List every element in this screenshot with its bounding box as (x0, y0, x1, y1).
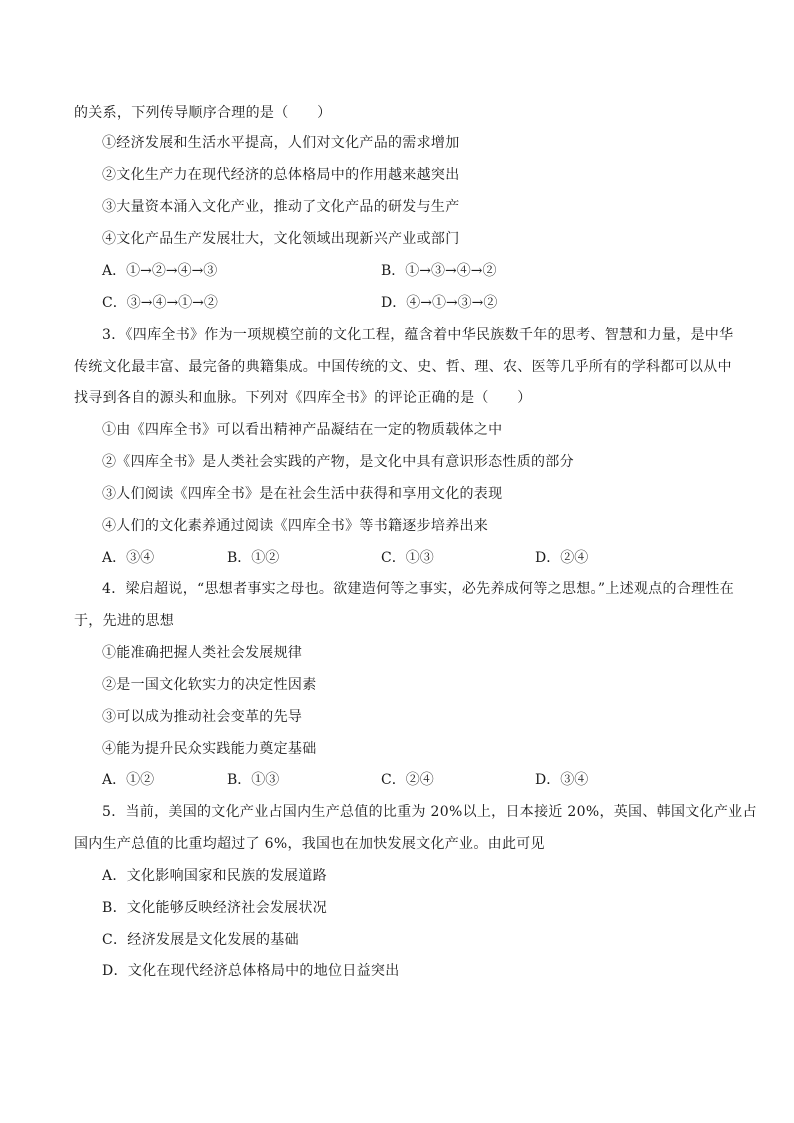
q2-item-1: ①经济发展和生活水平提高，人们对文化产品的需求增加 (102, 135, 460, 151)
q4-item-1: ①能准确把握人类社会发展规律 (102, 645, 303, 661)
q4-item-4: ④能为提升民众实践能力奠定基础 (102, 741, 317, 757)
q5-stem-line-2: 国内生产总值的比重均超过了 6%，我国也在加快发展文化产业。由此可见 (74, 836, 545, 852)
q5-option-a[interactable]: A．文化影响国家和民族的发展道路 (102, 868, 327, 884)
q4-item-3: ③可以成为推动社会变革的先导 (102, 709, 303, 725)
q2-item-2: ②文化生产力在现代经济的总体格局中的作用越来越突出 (102, 167, 460, 183)
q3-item-1: ①由《四库全书》可以看出精神产品凝结在一定的物质载体之中 (102, 422, 503, 438)
q2-option-d[interactable]: D．④→①→③→② (381, 295, 498, 311)
q3-stem-line-2: 传统文化最丰富、最完备的典籍集成。中国传统的文、史、哲、理、农、医等几乎所有的学科都可以从中 (74, 359, 732, 375)
q5-option-d[interactable]: D．文化在现代经济总体格局中的地位日益突出 (102, 963, 400, 979)
q4-stem-line-1: 4．梁启超说，“思想者事实之母也。欲建造何等之事实，必先养成何等之思想。”上述观点的合理性在 (102, 581, 735, 597)
q3-item-3: ③人们阅读《四库全书》是在社会生活中获得和享用文化的表现 (102, 486, 503, 502)
q4-item-2: ②是一国文化软实力的决定性因素 (102, 677, 317, 693)
q4-option-c[interactable]: C．②④ (381, 772, 434, 788)
q5-stem-line-1: 5．当前，美国的文化产业占国内生产总值的比重为 20%以上，日本接近 20%，英国、韩国文化产业占 (102, 804, 757, 820)
q2-item-3: ③大量资本涌入文化产业，推动了文化产品的研发与生产 (102, 199, 460, 215)
q3-option-b[interactable]: B．①② (227, 550, 280, 566)
q4-stem-line-2: 于，先进的思想 (74, 613, 175, 629)
q2-option-c[interactable]: C．③→④→①→② (102, 295, 218, 311)
q5-option-b[interactable]: B．文化能够反映经济社会发展状况 (102, 900, 328, 916)
q4-option-d[interactable]: D．③④ (535, 772, 589, 788)
q3-stem-line-1: 3．《四库全书》作为一项规模空前的文化工程，蕴含着中华民族数千年的思考、智慧和力量，是中华 (102, 327, 734, 343)
q3-option-c[interactable]: C．①③ (381, 550, 434, 566)
q3-item-4: ④人们的文化素养通过阅读《四库全书》等书籍逐步培养出来 (102, 518, 489, 534)
q3-option-d[interactable]: D．②④ (535, 550, 589, 566)
q2-stem-continuation: 的关系，下列传导顺序合理的是（ ） (74, 105, 332, 121)
q3-option-a[interactable]: A．③④ (102, 550, 155, 566)
q2-item-4: ④文化产品生产发展壮大，文化领域出现新兴产业或部门 (102, 231, 460, 247)
q2-option-a[interactable]: A．①→②→④→③ (102, 263, 218, 279)
q4-option-b[interactable]: B．①③ (227, 772, 280, 788)
q2-option-b[interactable]: B．①→③→④→② (381, 263, 497, 279)
q3-item-2: ②《四库全书》是人类社会实践的产物，是文化中具有意识形态性质的部分 (102, 454, 574, 470)
q4-option-a[interactable]: A．①② (102, 772, 155, 788)
q5-option-c[interactable]: C．经济发展是文化发展的基础 (102, 932, 299, 948)
q3-stem-line-3: 找寻到各自的源头和血脉。下列对《四库全书》的评论正确的是（ ） (74, 390, 532, 406)
